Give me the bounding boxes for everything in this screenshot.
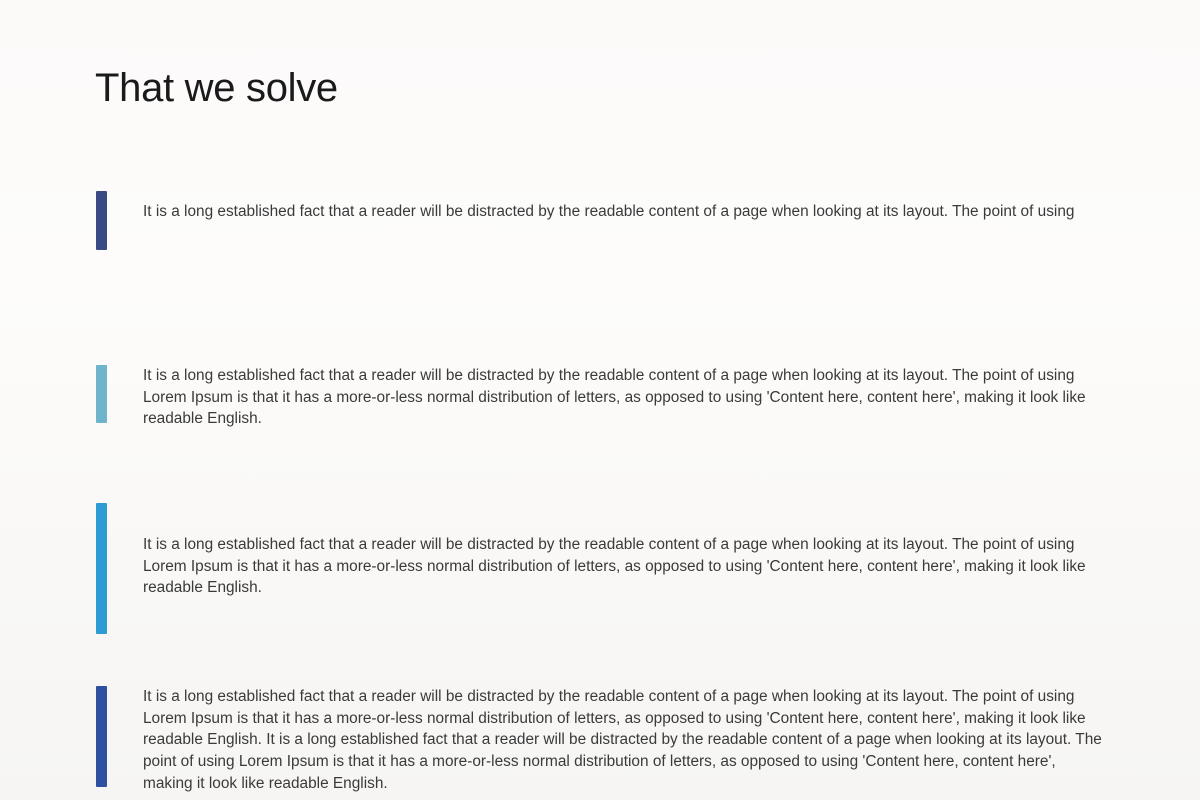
item-text: It is a long established fact that a reader will be distracted by the readable content of a page when looking at its layout. The point of using Lorem Ipsum is that it has a more-or-less normal distribution of letters, as opposed to using 'Content here, content here', making it look like readable English. — [143, 536, 1086, 597]
accent-bar — [96, 365, 107, 423]
content-item-2 — [96, 365, 1106, 428]
item-text: It is a long established fact that a reader will be distracted by the readable content of a page when looking at its layout. The point of using — [143, 203, 1075, 220]
content-item-1 — [96, 191, 1106, 251]
content-item-3 — [96, 503, 1106, 635]
accent-bar — [96, 191, 107, 250]
item-text: It is a long established fact that a reader will be distracted by the readable content of a page when looking at its layout. The point of using Lorem Ipsum is that it has a more-or-less normal distribution of letters, as opposed to using 'Content here, content here', making it look like readable English. — [143, 367, 1086, 428]
slide-title: That we solve — [95, 66, 338, 110]
content-item-4 — [96, 686, 1106, 796]
item-text: It is a long established fact that a reader will be distracted by the readable content of a page when looking at its layout. The point of using Lorem Ipsum is that it has a more-or-less normal distribution of letters, as opposed to using 'Content here, content here', making it look like readable English. It is a long established fact that a reader will be distracted by the readable content of a page when looking at its layout. The point of using Lorem Ipsum is that it has a more-or-less normal distribution of letters, as opposed to using 'Content here, content here', making it look like readable English. — [143, 688, 1102, 792]
accent-bar — [96, 686, 107, 787]
accent-bar — [96, 503, 107, 634]
